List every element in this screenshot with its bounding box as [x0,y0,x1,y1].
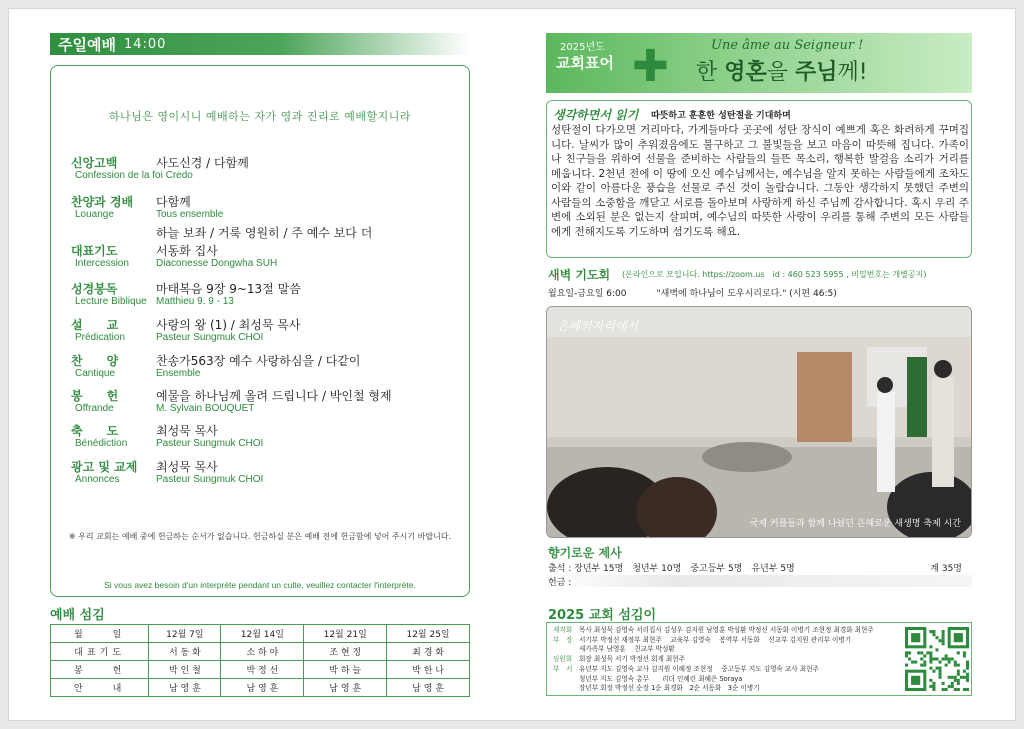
order-label: 찬 양 [71,354,119,368]
order-label-fr: Annonces [75,474,120,485]
order-value-fr: Matthieu 9. 9 - 13 [156,296,234,307]
order-label-fr: Prédication [75,332,126,343]
order-label: 광고 및 교제 [71,460,138,474]
order-label: 찬양과 경배 [71,195,134,209]
servant-line: 재직회 목사 최성묵 김영숙 서리집사 김성우 김지원 남영훈 박성환 박정선 서동화 이병기 조현정 최경화 최현주 [553,626,874,634]
event-photo [546,306,972,538]
order-label-fr: Confession de la foi Credo [75,170,193,181]
worship-verse: 하나님은 영이시니 예배하는 자가 영과 진리로 예배할지니라 [108,110,412,123]
servant-line: 임원회 회장 최성묵 서기 박정선 회계 최현주 [553,655,686,664]
banner-year: 2025년도 [560,42,605,53]
duty-cell: 박 인 철 [149,661,221,679]
duty-cell: 박 정 선 [221,661,304,679]
order-value-fr: Tous ensemble [156,209,224,220]
dawn-prayer-title: 새벽 기도회 [548,268,611,282]
duty-cell: 12월 21일 [304,625,387,643]
duty-row [51,643,470,661]
photo-caption: 국제 커플들과 함께 나눴던 은혜로운 새생명 축제 시간 [749,519,961,529]
worship-title: 주일예배 [58,35,116,54]
attendance-total: 계 35명 [930,564,962,574]
photo-title: 은혜의자리에서 [557,319,639,333]
servant-line: 부 장 서기부 박정선 재정부 최현주 교육부 김영숙 봉역부 서동화 선교부 김지원 관리부 이병기 [553,635,852,644]
order-value-fr: Pasteur Sungmuk CHOI [156,474,264,485]
order-value: 서동화 집사 [156,244,218,258]
duty-cell: 박 하 늘 [304,661,387,679]
duty-cell: 박 한 나 [387,661,470,679]
duty-row [51,625,470,643]
order-value-fr: Ensemble [156,368,201,379]
order-label-fr: Offrande [75,403,114,414]
worship-order-box [50,65,470,597]
servants-title: 2025 교회 섬김이 [548,608,657,623]
duty-cell: 남 영 훈 [149,679,221,697]
servant-line: 부 서 유년부 지도 김영숙 교사 김지원 이혜정 조현정 중고등부 지도 김영숙 교사 최현주 [553,664,819,673]
order-value: 찬송가563장 예수 사랑하심을 / 다같이 [156,354,361,368]
order-label-fr: Lecture Biblique [75,296,147,307]
duty-cell: 최 경 화 [387,643,470,661]
duty-role: 대표기도 [51,643,149,661]
order-value: 예물을 하나님께 올려 드립니다 / 박인철 형제 [156,389,392,403]
worship-time: 14:00 [123,36,167,52]
motto-banner [546,33,972,93]
duty-role: 안 내 [51,679,149,697]
duty-cell: 소 하 야 [221,643,304,661]
order-label-fr: Cantique [75,368,116,379]
duty-role: 월 일 [51,625,149,643]
qr-code-icon [905,627,969,691]
money-row [548,575,972,587]
order-value-fr: M. Sylvain BOUQUET [156,403,255,414]
order-label: 신앙고백 [71,156,118,170]
order-value: 최성묵 목사 [156,460,218,474]
attendance-text: 출석 : 장년부 15명 청년부 10명 중고등부 5명 유년부 5명 [548,564,795,574]
order-value: 사랑의 왕 (1) / 최성묵 목사 [156,318,301,332]
duty-cell: 12월 14일 [221,625,304,643]
order-label: 축 도 [71,424,119,438]
servant-line: 청년부 지도 김영숙 총무 리더 인혜린 최혜은 Soraya [579,674,743,683]
duty-cell: 남 영 훈 [387,679,470,697]
meditation-body: 성탄절이 다가오면 거리마다, 가게들마다 곳곳에 성탄 장식이 예쁘게 혹은 화려하게 꾸며집니다. 날씨가 많이 추워졌음에도 불구하고 그 불빛들을 보고 마음이 따뜻해 집니다. 가족이나 친구들을 위하여 선물을 준비하는 사람들의 들뜬 목소리, 행복한 발걸음 소리가 거리를 메웁니다. 2천년 전에 이 땅에 오신 예수님께서는, 예수님을 알지 못하는 사람들에게 조차도 이와 같이 아름다운 풍습을 선물로 주신 것이 놀랍습니다. 그동안 생각하지 못했던 주변의 사람들의 소중함을 깨닫고 서로를 돌아보며 사랑하게 하신 주님께 감사합니다. 혹시 우리 주변에 소외된 분은 없는지 살피며, 예수님의 따뜻한 사랑이 우리를 통해 주변의 모든 사람들에게 전해지도록 기도하며 섬기도록 해요. [551,124,969,238]
banner-slogan: 한 영혼을 주님께! [696,60,868,85]
duty-cell: 12월 7일 [149,625,221,643]
duty-cell: 남 영 훈 [304,679,387,697]
duty-title: 예배 섬김 [50,608,105,623]
interpreter-note: Si vous avez besoin d'un interprète pendant un culte, veuillez contacter l'interprète. [104,580,416,590]
order-label-fr: Louange [75,209,114,220]
order-label: 대표기도 [71,244,118,258]
cross-icon: ✚ [632,41,669,92]
banner-church: 교회표어 [556,54,614,72]
duty-table [50,624,470,697]
order-label-fr: Intercession [75,258,129,269]
order-value-fr: Pasteur Sungmuk CHOI [156,438,264,449]
duty-row [51,661,470,679]
order-value-extra: 하늘 보좌 / 거룩 영원히 / 주 예수 보다 더 [156,226,373,240]
banner-french: Une âme au Seigneur ! [711,38,864,53]
money-label: 헌금 : [548,578,572,588]
servant-line: 새가족부 남영훈 친교부 박성환 [579,645,675,654]
meditation-title: 생각하면서 읽기 [553,108,639,122]
attendance-row [548,561,972,574]
meditation-box [546,100,972,258]
servant-line: 장년부 회장 박정선 순장 1순 최경화 2순 서동화 3순 이병기 [579,684,760,693]
duty-cell: 12월 25일 [387,625,470,643]
dawn-prayer-line: 월요일-금요일 6:00 "새벽에 하나님이 도우시리로다." (시편 46:5) [548,289,837,299]
duty-cell: 서 동 화 [149,643,221,661]
duty-cell: 남 영 훈 [221,679,304,697]
order-value: 사도신경 / 다함께 [156,156,249,170]
order-label: 성경봉독 [71,282,118,296]
order-value: 마태복음 9장 9~13절 말씀 [156,282,301,296]
order-value-fr: Diaconesse Dongwha SUH [156,258,278,269]
order-label: 봉 헌 [71,389,119,403]
order-value-fr: Pasteur Sungmuk CHOI [156,332,264,343]
order-label: 설 교 [71,318,119,332]
duty-cell: 조 현 정 [304,643,387,661]
dawn-prayer-sub: (온라인으로 모입니다. https://zoom.us id : 460 523 5955 , 비밀번호는 개별공지) [622,270,927,279]
offering-note: ※ 우리 교회는 예배 중에 헌금하는 순서가 없습니다. 헌금하실 분은 예배 전에 헌금함에 넣어 주시기 바랍니다. [68,532,452,541]
order-label-fr: Bénédiction [75,438,128,449]
order-value: 다함께 [156,195,191,209]
worship-header [50,33,470,55]
duty-role: 봉 헌 [51,661,149,679]
order-value: 최성묵 목사 [156,424,218,438]
duty-row [51,679,470,697]
meditation-subtitle: 따뜻하고 훈훈한 성탄절을 기대하며 [651,111,791,121]
offering-title: 향기로운 제사 [548,546,622,560]
